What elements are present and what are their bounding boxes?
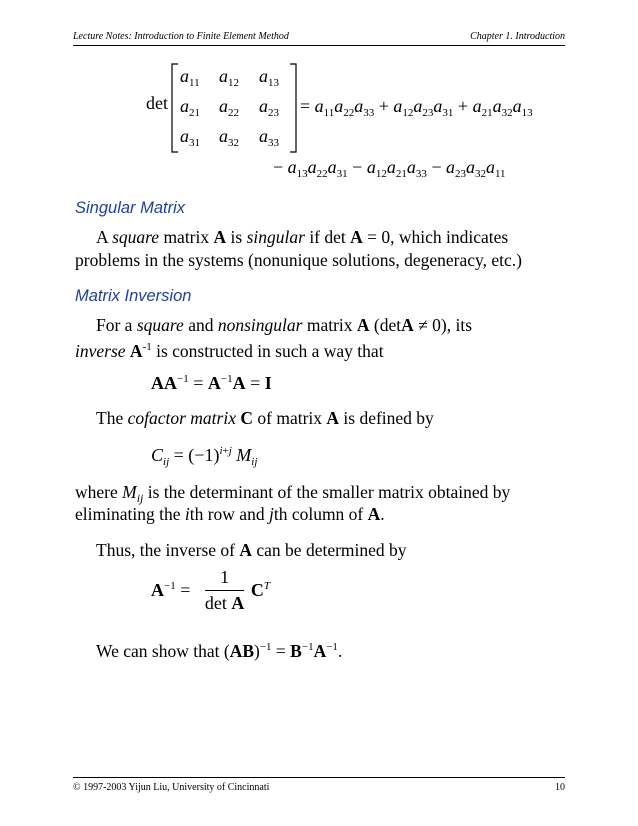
det-rhs-line1: = $a_{11}a_{22}a_{33} + a_{12}a_{23}a_{31} + a_{21}a_{32}a_{13}$ (300, 96, 533, 119)
det-label: det (146, 93, 168, 113)
where-text-line1: where $M_{ij}$ is the determinant of the smaller matrix obtained by (75, 482, 511, 505)
cofactor-equation: $C_{ij} = (-1)^{i+j}$ $M_{ij}$ (151, 445, 258, 468)
section-heading-inversion: Matrix Inversion (75, 287, 192, 305)
thus-text: Thus, the inverse of A can be determined by (96, 540, 407, 560)
det-rhs-line2: − $a_{13}a_{22}a_{31} - a_{12}a_{21}a_{33} - a_{23}a_{32}a_{11}$ (273, 157, 506, 180)
matrix-cell: $a_{32}$ (219, 126, 239, 149)
inversion-intro-line2: inverse $A^{-1}$ is constructed in such a way that (75, 341, 384, 361)
matrix-cell: $a_{23}$ (259, 96, 279, 119)
matrix-cell: $a_{13}$ (259, 66, 279, 89)
matrix-cell: $a_{11}$ (180, 66, 200, 89)
matrix-cell: $a_{22}$ (219, 96, 239, 119)
page-number: 10 (555, 782, 565, 793)
footer-rule (73, 777, 565, 778)
header-left: Lecture Notes: Introduction to Finite Element Method (73, 31, 289, 42)
matrix-cell: $a_{33}$ (259, 126, 279, 149)
footer-copyright: © 1997-2003 Yijun Liu, University of Cincinnati (73, 782, 270, 793)
where-text-line2: eliminating the ith row and jth column of A. (75, 504, 385, 524)
inverse-identity-equation: $AA^{-1} = A^{-1}A = I$ (151, 373, 272, 393)
header-right: Chapter 1. Introduction (470, 31, 565, 42)
section-heading-singular: Singular Matrix (75, 199, 186, 217)
show-text: We can show that $(AB)^{-1} = B^{-1}A^{-1}$. (96, 641, 343, 661)
header-rule (73, 45, 565, 46)
inversion-intro-line1: For a square and nonsingular matrix A (detA ≠ 0), its (96, 315, 472, 335)
inverse-formula: $A^{-1}$ = $\frac{1}{\text{det A}}$ $C^T$ (151, 567, 270, 613)
singular-text-line2: problems in the systems (nonunique solutions, degeneracy, etc.) (75, 250, 522, 270)
cofactor-text: The cofactor matrix C of matrix A is defined by (96, 408, 434, 428)
matrix-cell: $a_{12}$ (219, 66, 239, 89)
matrix-cell: $a_{21}$ (180, 96, 200, 119)
matrix-cell: $a_{31}$ (180, 126, 200, 149)
singular-text-line1: A square matrix A is singular if det A = 0, which indicates (96, 227, 509, 247)
